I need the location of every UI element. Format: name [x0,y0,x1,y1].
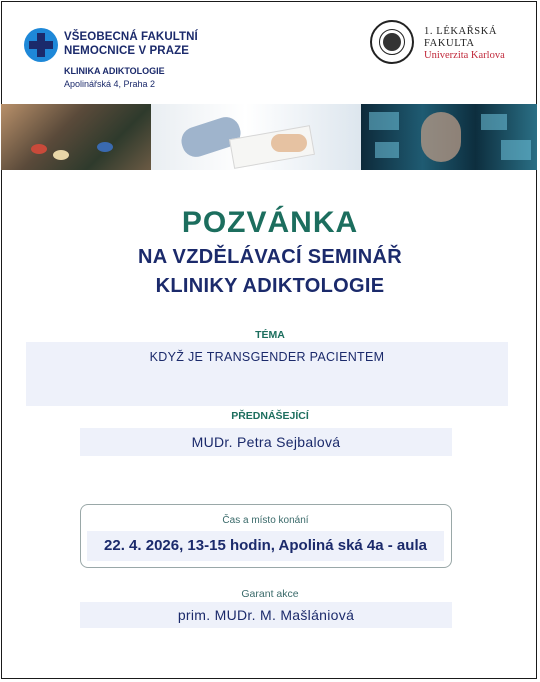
banner-photo-consultation [151,104,361,170]
faculty-name-line2: FAKULTA [424,38,475,49]
photo-banner [1,104,537,170]
lecturer-box [80,428,452,456]
topic-label: TÉMA [255,329,285,341]
clinic-address: Apolinářská 4, Praha 2 [64,79,156,89]
banner-photo-casino [1,104,151,170]
hospital-name [64,30,264,58]
topic-box [26,342,508,406]
invitation-subtitle-line1: NA VZDĚLÁVACÍ SEMINÁŘ [137,246,403,268]
faculty-name-line1: 1. LÉKAŘSKÁ [424,26,498,37]
clinic-name: KLINIKA ADIKTOLOGIE [64,66,165,76]
university-name: Univerzita Karlova [424,50,505,61]
invitation-subtitle-line2: KLINIKY ADIKTOLOGIE [155,275,385,297]
hospital-name-line1: VŠEOBECNÁ FAKULTNÍ [64,31,198,43]
lecturer-value: MUDr. Petra Sejbalová [191,434,341,450]
time-place-box [80,504,452,568]
medical-cross-icon [24,28,58,62]
invitation-title: POZVÁNKA [181,206,359,239]
guarantor-value: prim. MUDr. M. Mašlániová [177,607,355,623]
time-place-value: 22. 4. 2026, 13-15 hodin, Apoliná ská 4a - aula [104,537,427,554]
university-seal-icon [370,20,414,64]
lecturer-label: PŘEDNÁŠEJÍCÍ [231,410,309,422]
banner-photo-screens [361,104,537,170]
time-place-strip [87,531,444,561]
guarantor-box [80,602,452,628]
topic-value: KDYŽ JE TRANSGENDER PACIENTEM [149,350,385,364]
time-place-label: Čas a místo konání [222,515,309,526]
guarantor-label: Garant akce [241,588,299,600]
hospital-name-line2: NEMOCNICE V PRAZE [64,45,190,57]
